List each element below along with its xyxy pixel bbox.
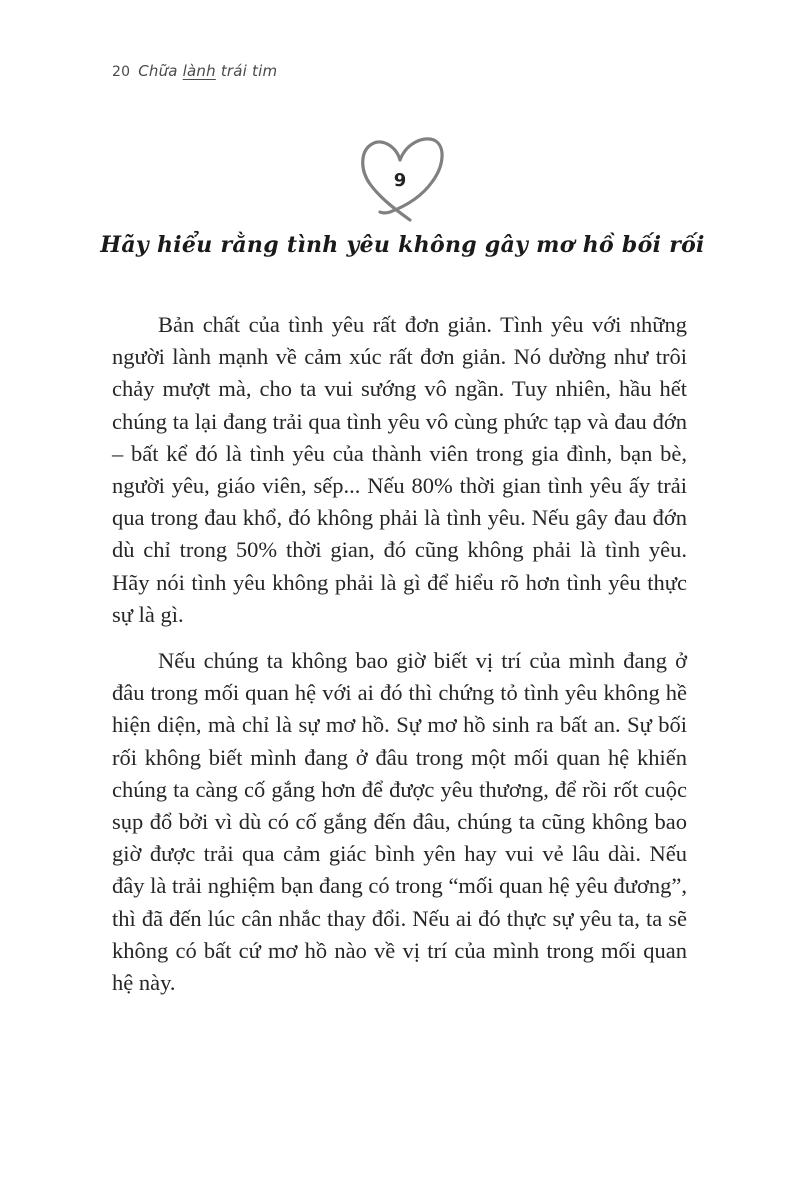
chapter-number: 9 — [393, 170, 407, 191]
body-text — [112, 309, 687, 1013]
running-head — [112, 62, 277, 80]
chapter-title: Hãy hiểu rằng tình yêu không gây mơ hồ bối rối — [100, 232, 705, 258]
book-title-underlined: lành — [182, 62, 216, 80]
book-title-part1: Chữa — [138, 62, 183, 80]
book-title-part2: trái tim — [215, 62, 278, 80]
page-number: 20 — [112, 64, 131, 80]
paragraph-1: Bản chất của tình yêu rất đơn giản. Tình yêu với những người lành mạnh về cảm xúc rất đơn giản. Nó dường như trôi chảy mượt mà, cho ta vui sướng vô ngần. Tuy nhiên, hầu hết chúng ta lại đang trải qua tình yêu vô cùng phức tạp và đau đớn – bất kể đó là tình yêu của thành viên trong gia đình, bạn bè, người yêu, giáo viên, sếp... Nếu 80% thời gian tình yêu ấy trải qua trong đau khổ, đó không phải là tình yêu. Nếu gây đau đớn dù chỉ trong 50% thời gian, đó cũng không phải là tình yêu. Hãy nói tình yêu không phải là gì để hiểu rõ hơn tình yêu thực sự là gì. — [112, 312, 687, 627]
paragraph-2: Nếu chúng ta không bao giờ biết vị trí của mình đang ở đâu trong mối quan hệ với ai đó thì chứng tỏ tình yêu không hề hiện diện, mà chỉ là sự mơ hồ. Sự mơ hồ sinh ra bất an. Sự bối rối không biết mình đang ở đâu trong một mối quan hệ khiến chúng ta càng cố gắng hơn để được yêu thương, để rồi rốt cuộc sụp đổ bởi vì dù có cố gắng đến đâu, chúng ta cũng không bao giờ được trải qua cảm giác bình yên hay vui vẻ lâu dài. Nếu đây là trải nghiệm bạn đang có trong “mối quan hệ yêu đương”, thì đã đến lúc cân nhắc thay đổi. Nếu ai đó thực sự yêu ta, ta sẽ không có bất cứ mơ hồ nào về vị trí của mình trong mối quan hệ này. — [112, 648, 687, 996]
